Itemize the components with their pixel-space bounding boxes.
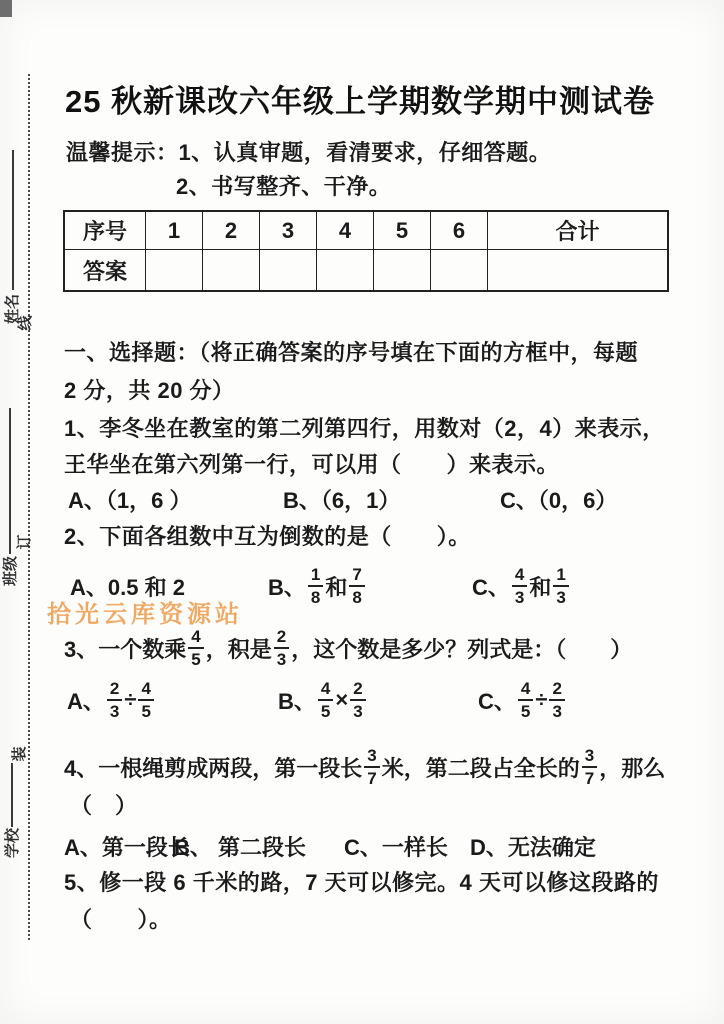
fraction	[349, 566, 364, 606]
fraction	[138, 680, 153, 720]
q2-option-c-prefix: C、	[472, 574, 510, 600]
watermark-text: 拾光云库资源站	[47, 601, 243, 628]
fraction-denominator: 8	[310, 588, 321, 607]
answer-table-answer-row	[64, 250, 668, 292]
fraction	[188, 628, 203, 668]
fraction-denominator: 7	[367, 769, 377, 788]
binding-char-ding: 订	[16, 534, 33, 550]
fraction-numerator: 1	[308, 566, 323, 587]
fraction-denominator: 5	[320, 702, 331, 721]
q3-option-c	[478, 672, 567, 728]
fraction-denominator: 3	[276, 650, 287, 669]
q3-option-a-prefix: A、	[67, 688, 105, 714]
question-2-stem: 2、下面各组数中互为倒数的是（ ）。	[64, 524, 471, 549]
page-title: 25 秋新课改六年级上学期数学期中测试卷	[64, 84, 656, 119]
q3-stem-suffix: ，这个数是多少？列式是：（ ）	[291, 636, 633, 662]
fraction-denominator: 5	[141, 702, 151, 721]
fraction-denominator: 5	[520, 702, 531, 721]
header-cell-total: 合计	[488, 211, 669, 250]
school-blank-line	[11, 763, 13, 827]
section1-heading-line2: 2 分，共 20 分）	[64, 378, 235, 403]
binding-char-zhuang: 装	[11, 746, 28, 762]
q1-option-c: C、（0，6）	[500, 488, 618, 513]
class-blank-line	[9, 408, 11, 554]
answer-table-header-row	[64, 211, 668, 250]
header-cell-1: 1	[146, 211, 203, 250]
header-cell-label: 序号	[64, 211, 146, 250]
q3-stem-prefix: 3、一个数乘	[64, 636, 187, 662]
fraction-numerator: 4	[138, 680, 153, 701]
class-label: 班级	[2, 556, 19, 587]
name-blank-line	[12, 150, 14, 290]
answer-cell	[146, 250, 203, 292]
header-cell-6: 6	[431, 211, 488, 250]
question-4-blank: （ ）	[70, 793, 138, 818]
fraction-denominator: 7	[584, 769, 595, 788]
fraction-numerator: 4	[188, 628, 203, 649]
question-1-line2: 王华坐在第六列第一行，可以用（ ）来表示。	[64, 452, 560, 477]
answer-cell	[488, 250, 669, 292]
fraction-denominator: 8	[352, 588, 362, 607]
fraction	[582, 747, 597, 787]
q4-option-c: C、一样长	[344, 835, 448, 860]
answer-cell	[203, 250, 260, 292]
q2-option-b	[268, 558, 367, 614]
q2-option-c	[472, 558, 571, 614]
q4-stem-suffix: ，那么	[599, 755, 666, 781]
division-operator: ÷	[124, 687, 137, 712]
school-label: 学校	[4, 828, 21, 859]
q3-option-a	[67, 672, 156, 728]
name-label: 姓名	[4, 294, 21, 325]
binding-dotted-line	[28, 74, 30, 940]
q2-option-a-text: A、0.5 和 2	[70, 574, 185, 600]
q3-stem-mid: ，积是	[205, 636, 272, 662]
question-3-stem	[64, 620, 632, 676]
q2-option-b-prefix: B、	[268, 574, 306, 600]
q3-option-b	[278, 672, 368, 728]
binding-char-xian: 线	[17, 315, 34, 331]
question-1-line1: 1、李冬坐在教室的第二列第四行，用数对（2，4）来表示，	[64, 416, 665, 441]
section1-heading-line1: 一、选择题：（将正确答案的序号填在下面的方框中，每题	[64, 340, 639, 365]
fraction-numerator: 3	[582, 747, 597, 768]
fraction	[308, 566, 323, 606]
q4-option-a: A、第一段长	[64, 835, 190, 860]
q3-option-b-prefix: B、	[278, 688, 316, 714]
fraction-denominator: 3	[556, 588, 566, 607]
fraction	[518, 680, 533, 720]
fraction	[274, 628, 289, 668]
question-5-line1: 5、修一段 6 千米的路，7 天可以修完。4 天可以修这段路的	[64, 870, 659, 895]
answer-cell	[260, 250, 317, 292]
fraction-denominator: 3	[514, 588, 525, 607]
answer-cell	[431, 250, 488, 292]
answer-table	[63, 210, 669, 292]
tips-line-2: 2、书写整齐、干净。	[176, 174, 392, 199]
header-cell-3: 3	[260, 211, 317, 250]
fraction-denominator: 3	[552, 702, 562, 721]
fraction-numerator: 3	[364, 747, 379, 768]
fraction-numerator: 2	[274, 628, 289, 649]
q1-option-b: B、（6，1）	[283, 488, 401, 513]
q2-option-b-mid: 和	[325, 574, 348, 600]
q3-option-c-prefix: C、	[478, 688, 516, 714]
fraction-numerator: 2	[549, 680, 564, 701]
q4-option-d: D、无法确定	[470, 835, 596, 860]
fraction	[364, 747, 379, 787]
fraction-numerator: 4	[518, 680, 533, 701]
fraction-numerator: 1	[553, 566, 568, 587]
header-cell-5: 5	[374, 211, 431, 250]
q4-stem-mid: 米，第二段占全长的	[381, 755, 580, 781]
fraction-numerator: 7	[349, 566, 364, 587]
answer-cell	[317, 250, 374, 292]
question-4-stem	[64, 739, 665, 795]
question-5-line2: （ ）。	[70, 907, 172, 932]
answer-row-label: 答案	[64, 250, 146, 292]
fraction-numerator: 4	[512, 566, 527, 587]
q4-option-b: B、 第二段长	[174, 835, 307, 860]
fraction	[107, 680, 122, 720]
fraction-numerator: 2	[107, 680, 122, 701]
fraction	[350, 680, 365, 720]
scan-corner-artifact	[0, 0, 12, 17]
q1-option-a: A、（1，6 ）	[68, 488, 192, 513]
q2-option-c-mid: 和	[529, 574, 552, 600]
answer-cell	[374, 250, 431, 292]
tips-line-1: 温馨提示：1、认真审题，看清要求，仔细答题。	[66, 140, 552, 165]
fraction-numerator: 2	[350, 680, 365, 701]
fraction-numerator: 4	[318, 680, 333, 701]
division-operator: ÷	[535, 687, 548, 712]
multiplication-operator: ×	[335, 687, 349, 712]
fraction-denominator: 3	[109, 702, 120, 721]
fraction-denominator: 3	[353, 702, 363, 721]
fraction	[553, 566, 568, 606]
header-cell-4: 4	[317, 211, 374, 250]
header-cell-2: 2	[203, 211, 260, 250]
fraction-denominator: 5	[191, 650, 201, 669]
fraction	[318, 680, 333, 720]
fraction	[549, 680, 564, 720]
q4-stem-prefix: 4、一根绳剪成两段，第一段长	[64, 755, 363, 781]
fraction	[512, 566, 527, 606]
